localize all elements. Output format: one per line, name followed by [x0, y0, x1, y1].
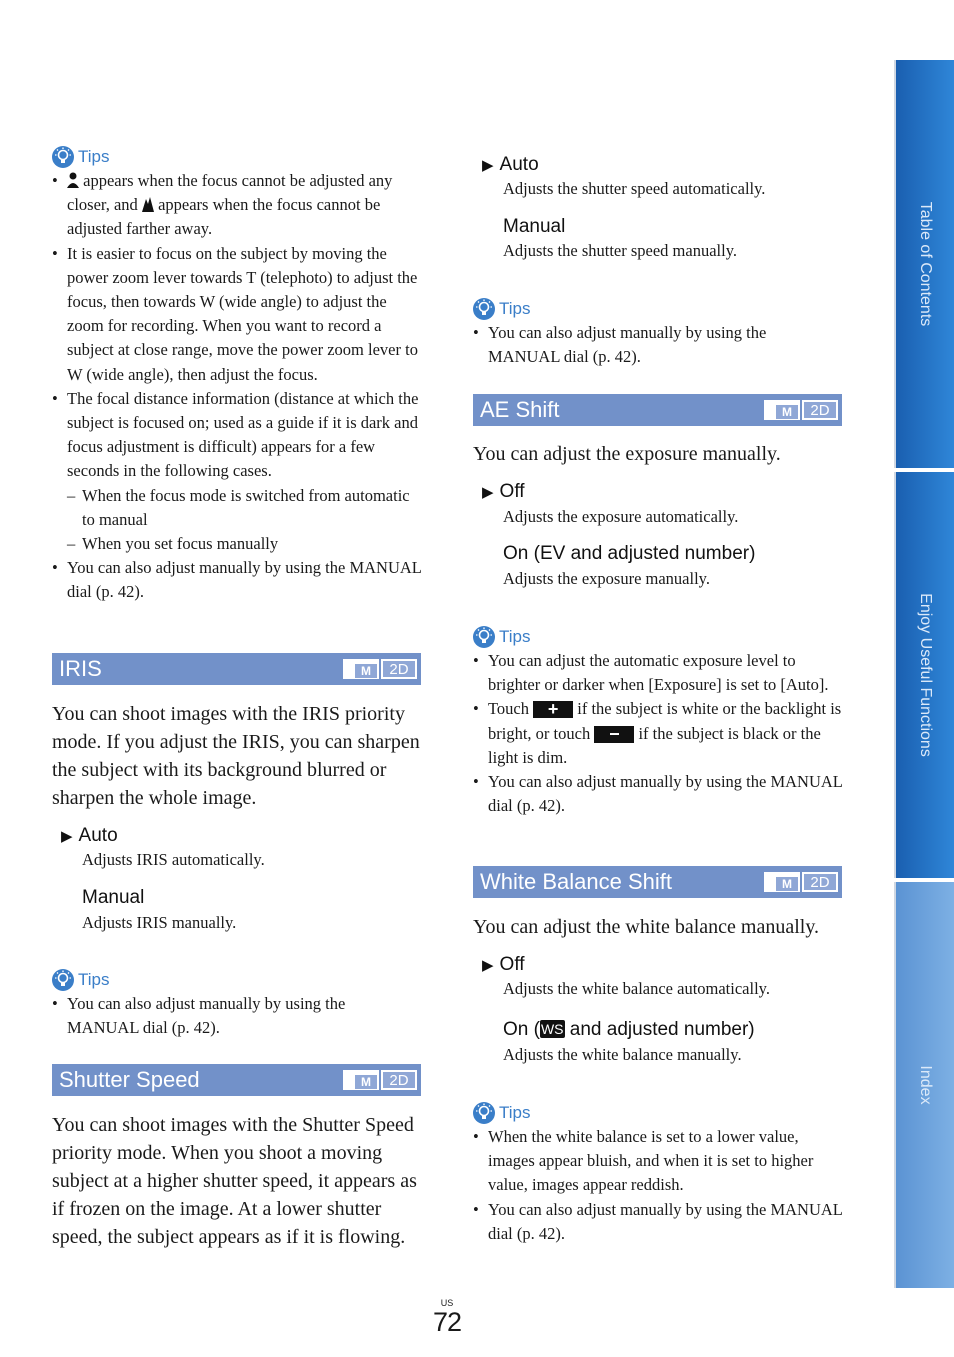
tip-item: • It is easier to focus on the subject by moving the power zoom lever towards T (telephoto) to adjust the focus, then towards W (wide angle) to adjust the zoom for recording. When you want to record a subject at close range, move the power zoom lever to W (wide angle), then adjust the focus.: [52, 242, 422, 387]
mode-badge: [343, 1070, 417, 1090]
manual-mode-icon: M: [343, 659, 379, 679]
tip-item: • appears when the focus cannot be adjusted any closer, and appears when the focus cannot be adjusted farther away.: [52, 169, 422, 242]
option-desc: Adjusts IRIS manually.: [82, 913, 237, 932]
option-desc: Adjusts IRIS automatically.: [82, 850, 265, 869]
manual-mode-icon: M: [764, 872, 800, 892]
minus-button-icon: −: [594, 726, 634, 743]
tips-list: [473, 321, 813, 369]
tab-table-of-contents[interactable]: Table of Contents: [894, 60, 954, 468]
white-balance-shift-section-header: [473, 866, 842, 898]
tip-item: • When the white balance is set to a lower value, images appear bluish, and when it is set to higher value, images appear reddish.: [473, 1125, 845, 1198]
tip-item: • You can adjust the automatic exposure level to brighter or darker when [Exposure] is set to [Auto].: [473, 649, 845, 697]
ae-shift-description: You can adjust the exposure manually.: [473, 443, 781, 465]
default-arrow-icon: ▶: [482, 484, 494, 501]
tips-heading: Tips: [52, 146, 110, 168]
tip-subitem: – When you set focus manually: [67, 532, 422, 556]
default-arrow-icon: ▶: [482, 157, 494, 174]
option-on: On (EV and adjusted number): [503, 543, 756, 564]
option-manual: Manual: [503, 216, 566, 237]
section-title: IRIS: [59, 656, 102, 681]
tips-list: [473, 1125, 845, 1246]
option-on: On (WS and adjusted number): [503, 1019, 755, 1040]
tip-sublist: [67, 484, 422, 557]
option-desc: Adjusts the shutter speed manually.: [503, 241, 738, 260]
section-title: Shutter Speed: [59, 1067, 200, 1092]
option-desc: Adjusts the white balance manually.: [503, 1045, 742, 1064]
tips-list: [473, 649, 845, 818]
manual-mode-icon: M: [764, 400, 800, 420]
page-number: US 72: [433, 1298, 462, 1337]
2d-mode-icon: 2D: [802, 872, 838, 892]
tips-heading: Tips: [473, 1102, 531, 1124]
lightbulb-icon: [473, 1102, 495, 1124]
option-off: ▶ Off: [482, 954, 525, 975]
manual-mode-icon: M: [343, 1070, 379, 1090]
tips-list: [52, 169, 422, 605]
tab-index[interactable]: Index: [894, 882, 954, 1288]
shutter-speed-description: You can shoot images with the Shutter Speed priority mode. When you shoot a moving subject at a higher shutter speed, it appears as if frozen on the image. At a lower shutter speed, the subject appears as if it is flowing.: [52, 1114, 417, 1248]
far-focus-limit-icon: [142, 195, 154, 213]
shutter-speed-section-header: [52, 1064, 421, 1096]
mode-badge: [764, 400, 838, 420]
mode-badge: [764, 872, 838, 892]
option-desc: Adjusts the exposure automatically.: [503, 507, 739, 526]
ae-shift-section-header: [473, 394, 842, 426]
near-focus-limit-icon: [67, 171, 79, 189]
tip-item: • You can also adjust manually by using the MANUAL dial (p. 42).: [52, 992, 392, 1040]
mode-badge: [343, 659, 417, 679]
option-auto: ▶ Auto: [482, 154, 539, 175]
lightbulb-icon: [52, 969, 74, 991]
iris-description: You can shoot images with the IRIS priority mode. If you adjust the IRIS, you can sharpen the subject with its background blurred or sharpen the whole image.: [52, 703, 420, 809]
tips-heading: Tips: [473, 626, 531, 648]
tip-item: • You can also adjust manually by using the MANUAL dial (p. 42).: [473, 770, 845, 818]
default-arrow-icon: ▶: [61, 828, 73, 845]
option-desc: Adjusts the exposure manually.: [503, 569, 710, 588]
option-auto: ▶ Auto: [61, 825, 118, 846]
lightbulb-icon: [52, 146, 74, 168]
tips-heading: Tips: [52, 969, 110, 991]
2d-mode-icon: 2D: [381, 1070, 417, 1090]
option-off: ▶ Off: [482, 481, 525, 502]
lightbulb-icon: [473, 298, 495, 320]
tips-list: [52, 992, 392, 1040]
plus-button-icon: +: [533, 701, 573, 718]
section-title: White Balance Shift: [480, 869, 672, 894]
tip-item: • You can also adjust manually by using the MANUAL dial (p. 42).: [473, 1198, 845, 1246]
option-desc: Adjusts the shutter speed automatically.: [503, 179, 766, 198]
tip-subitem: – When the focus mode is switched from automatic to manual: [67, 484, 422, 532]
tip-item: • You can also adjust manually by using the MANUAL dial (p. 42).: [52, 556, 422, 604]
tip-item: • Touch + if the subject is white or the backlight is bright, or touch − if the subject is black or the light is dim.: [473, 697, 845, 770]
white-balance-shift-icon: WS: [540, 1021, 564, 1037]
iris-section-header: [52, 653, 421, 685]
2d-mode-icon: 2D: [802, 400, 838, 420]
tip-item: • You can also adjust manually by using the MANUAL dial (p. 42).: [473, 321, 813, 369]
tip-item: • The focal distance information (distance at which the subject is focused on; used as a guide if it is dark and focus adjustment is difficult) appears for a few seconds in the following cases. – When the focus mode is switched from automatic to manual – When you set focus manually: [52, 387, 422, 556]
option-manual: Manual: [82, 887, 145, 908]
lightbulb-icon: [473, 626, 495, 648]
option-desc: Adjusts the white balance automatically.: [503, 979, 770, 998]
tab-enjoy-useful-functions[interactable]: Enjoy Useful Functions: [894, 472, 954, 878]
default-arrow-icon: ▶: [482, 957, 494, 974]
section-title: AE Shift: [480, 397, 560, 422]
2d-mode-icon: 2D: [381, 659, 417, 679]
tips-heading: Tips: [473, 298, 531, 320]
white-balance-description: You can adjust the white balance manually.: [473, 916, 820, 938]
